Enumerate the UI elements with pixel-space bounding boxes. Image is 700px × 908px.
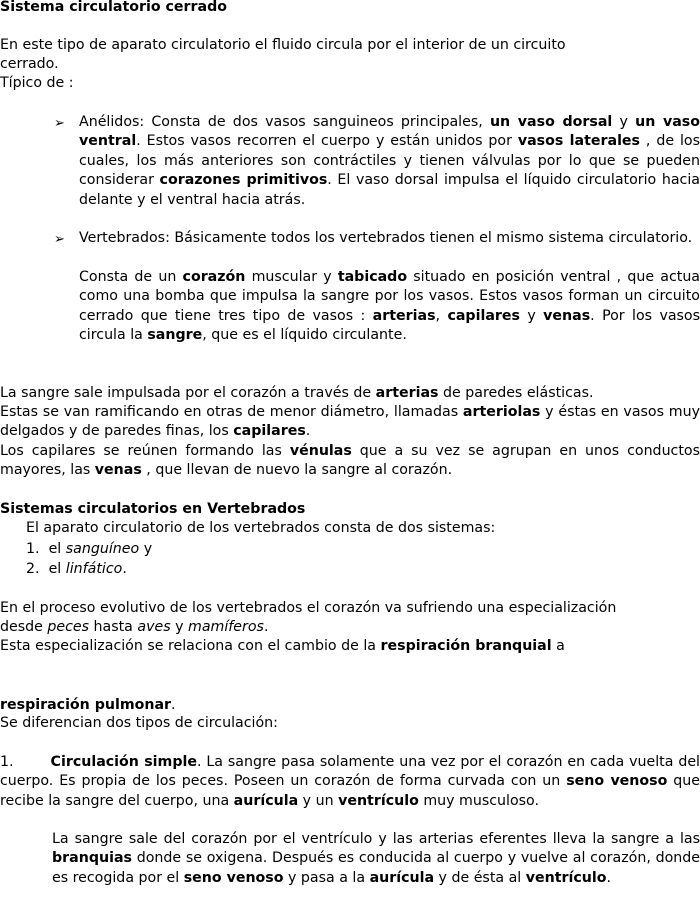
text-run: muscular y <box>245 269 338 285</box>
bold-term: aurícula <box>369 869 435 886</box>
bold-term: venas <box>543 307 591 324</box>
text-run: . La sangre pasa solamente una vez por el corazón en cada vuelta del cuerpo. Es propia de los peces. Poseen un corazón de forma curvada con un <box>0 754 700 790</box>
page-title: Sistema circulatorio cerrado <box>0 0 228 15</box>
text-run: , que es el líquido circulante. <box>202 327 407 344</box>
bold-term: Circulación simple <box>50 754 197 770</box>
text-run: . El vaso dorsal impulsa el líquido circulatorio hacia delante y el ventral hacia atrás. <box>79 172 700 208</box>
bold-term: un vaso dorsal <box>489 114 613 130</box>
text-run: . <box>606 869 611 886</box>
text-run: y de ésta al <box>434 869 526 886</box>
bold-term: vénulas <box>289 443 352 459</box>
text-run: hasta <box>89 619 138 635</box>
list-item <box>26 560 700 579</box>
text-run: . Estos vasos recorren el cuerpo y están unidos por <box>136 133 518 150</box>
text-run: , de los cuales, los más anteriores son contráctiles y tienen válvulas por lo que se pueden considerar <box>79 133 700 189</box>
list-number: 2. <box>26 561 40 577</box>
text-run: , <box>435 307 448 324</box>
section-intro: El aparato circulatorio de los vertebrados consta de dos sistemas: <box>26 520 496 536</box>
sangre-line-1 <box>0 384 700 403</box>
bold-term: venas <box>94 462 142 479</box>
text-run: donde se oxigena. Después es conducida al cuerpo y vuelve al corazón, donde es recogida por el <box>52 850 700 886</box>
text-run: el <box>48 541 66 557</box>
vertebrados-paragraph-1: Vertebrados: Básicamente todos los vertebrados tienen el mismo sistema circulatorio. <box>79 230 693 246</box>
text-run: y un <box>298 792 339 809</box>
anelidos-paragraph <box>79 113 700 210</box>
text-run: . Por los vasos circula la <box>79 307 700 344</box>
text-run: que recibe la sangre del cuerpo, una <box>0 773 700 809</box>
evolucion-line-1: En el proceso evolutivo de los vertebrados el corazón va sufriendo una especialización <box>0 600 617 616</box>
text-run: Esta especialización se relaciona con el cambio de la <box>0 638 381 654</box>
text-run: desde <box>0 619 48 635</box>
text-run: , que llevan de nuevo la sangre al corazón. <box>141 462 453 479</box>
circulacion-simple-paragraph-2 <box>52 830 700 888</box>
text-run: La sangre sale impulsada por el corazón a través de <box>0 385 376 401</box>
bold-term: ventrículo <box>525 869 607 886</box>
text-run: y <box>519 307 544 324</box>
bold-term: arterias <box>375 385 439 401</box>
text-run: muy musculoso. <box>418 792 539 809</box>
text-run: y éstas en vasos muy delgados y de paredes finas, los <box>0 404 700 440</box>
text-run: . <box>263 619 269 635</box>
text-run: el <box>48 561 66 577</box>
text-run: y <box>612 114 636 130</box>
bold-term: tabicado <box>337 269 408 285</box>
text-run: Estas se van ramificando en otras de menor diámetro, llamadas <box>0 404 463 420</box>
list-number: 1. <box>0 754 14 770</box>
intro-line-3: Típico de : <box>0 75 74 91</box>
evolucion-line-5: Se diferencian dos tipos de circulación: <box>0 715 278 731</box>
italic-term: mamíferos <box>188 619 264 635</box>
text-run: . <box>122 561 127 577</box>
text-run: y pasa a la <box>283 869 370 886</box>
sangre-paragraph-2 <box>0 403 700 442</box>
bold-term: vasos laterales <box>517 133 640 150</box>
bold-term: respiración pulmonar <box>0 697 172 713</box>
bold-term: branquias <box>52 850 132 867</box>
bold-term: arterias <box>372 307 436 324</box>
text-run: Consta de un <box>79 269 183 285</box>
italic-term: aves <box>137 619 171 635</box>
vertebrados-paragraph-2 <box>79 268 700 346</box>
intro-line-1: En este tipo de aparato circulatorio el fluido circula por el interior de un circuito <box>0 37 566 53</box>
bullet-arrow-icon: ➢ <box>54 116 65 131</box>
bold-term: arteriolas <box>462 404 541 420</box>
bold-term: corazón <box>182 269 246 285</box>
evolucion-line-4 <box>0 696 700 715</box>
section-title: Sistemas circulatorios en Vertebrados <box>0 501 306 517</box>
text-run: de paredes elásticas. <box>438 385 594 401</box>
sangre-paragraph-3 <box>0 442 700 481</box>
bold-term: seno venoso <box>183 869 284 886</box>
bold-term: seno venoso <box>566 773 668 790</box>
bold-term: capilares <box>447 307 520 324</box>
bold-term: ventrículo <box>338 792 419 809</box>
text-run: a <box>551 638 565 654</box>
circulacion-simple-paragraph <box>0 753 700 811</box>
list-item <box>26 540 700 559</box>
intro-line-2: cerrado. <box>0 56 59 72</box>
italic-term: sanguíneo <box>65 541 140 557</box>
text-run: y <box>170 619 189 635</box>
bold-term: respiración branquial <box>380 638 552 654</box>
text-run: Anélidos: Consta de dos vasos sanguineos principales, <box>79 114 490 130</box>
evolucion-line-2 <box>0 618 700 637</box>
bold-term: capilares <box>233 423 306 440</box>
bullet-arrow-icon: ➢ <box>54 232 65 247</box>
text-run: y <box>139 541 153 557</box>
italic-term: peces <box>47 619 90 635</box>
text-run: que a su vez se agrupan en unos conductos mayores, las <box>0 443 700 479</box>
bold-term: corazones primitivos <box>159 172 328 189</box>
evolucion-line-3 <box>0 637 700 656</box>
text-run: Los capilares se reúnen formando las <box>0 443 290 459</box>
text-run: situado en posición ventral , que actua como una bomba que impulsa la sangre por los vasos. Estos vasos forman un circuito cerrado que tiene tres tipo de vasos : <box>79 269 700 324</box>
text-run: La sangre sale del corazón por el ventrículo y las arterias eferentes lleva la sangre a las <box>52 831 700 847</box>
bold-term: un vaso ventral <box>79 114 700 150</box>
italic-term: linfático <box>65 561 123 577</box>
bold-term: aurícula <box>233 792 299 809</box>
bold-term: sangre <box>147 327 203 344</box>
text-run: . <box>305 423 311 440</box>
list-number: 1. <box>26 541 40 557</box>
text-run: . <box>171 697 176 713</box>
